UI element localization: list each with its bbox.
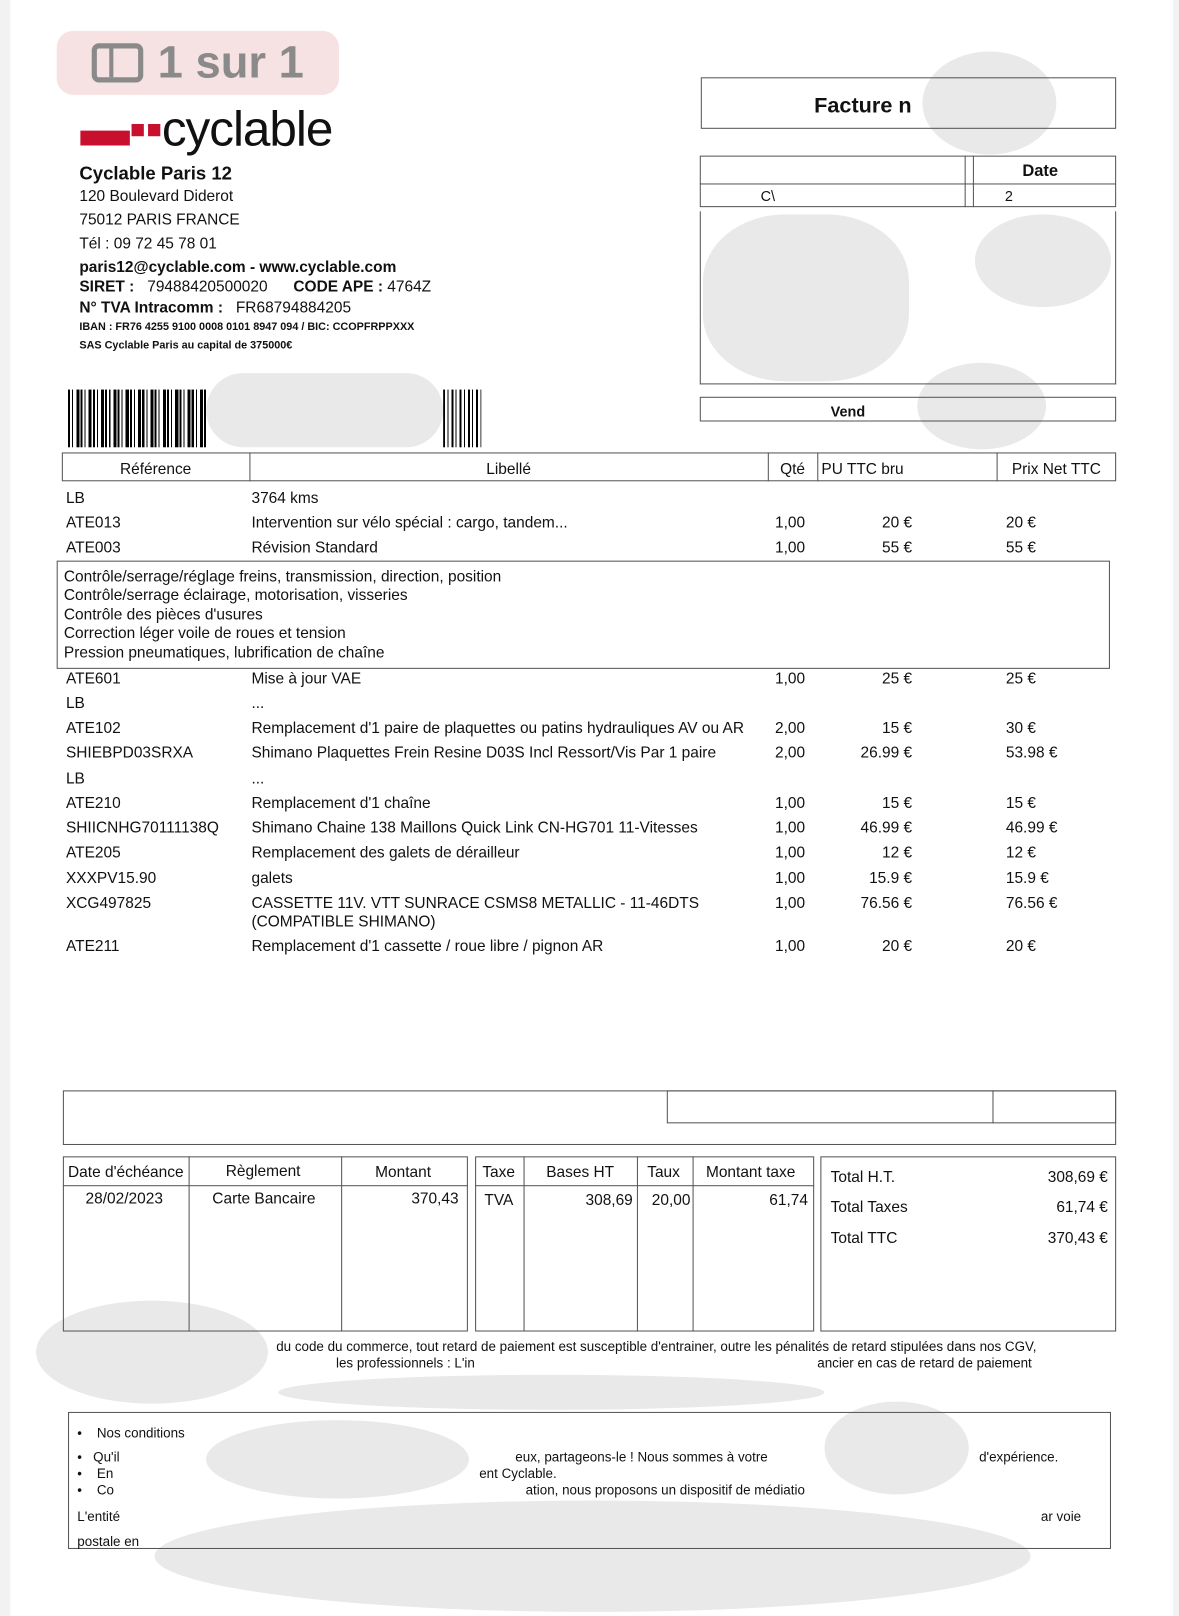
table-row [0,795,1163,820]
item-unit-price: 46.99 € [860,819,913,837]
footer-text: L'entité [77,1508,121,1525]
divider [524,1156,525,1331]
table-row [0,695,1163,720]
page-indicator[interactable] [57,31,339,95]
client-code: C\ [760,187,776,205]
item-net-price: 15 € [1005,794,1036,813]
client-address-box [700,211,1116,384]
item-label: Révision Standard [251,539,378,557]
company-iban: IBAN : FR76 4255 9100 0008 0101 8947 094 / BIC: CCOPFRPPXXX [79,320,415,333]
item-reference: XXXPV15.90 [65,869,157,888]
header-amount: Montant [375,1163,432,1182]
item-net-price: 25 € [1005,669,1036,688]
header-unit-price: PU TTC bru [821,460,904,479]
divider [341,1156,342,1331]
header-payment-method: Règlement [225,1162,301,1181]
item-qty: 1,00 [775,514,806,532]
item-net-price: 55 € [1005,539,1036,557]
company-capital: SAS Cyclable Paris au capital de 375000€ [79,339,293,352]
date-label: Date [1022,162,1059,181]
legal-line-1: du code du commerce, tout retard de paiement est susceptible d'entrainer, outre les pénalités de retard stipulées dans nos CGV, [276,1338,1037,1355]
item-label: ... [251,769,265,788]
footer-text: postale en [77,1533,140,1549]
item-reference: SHIEBPD03SRXA [65,744,194,762]
header-due-date: Date d'échéance [68,1163,184,1182]
revision-detail-line: Pression pneumatiques, lubrification de chaîne [63,643,385,662]
item-net-price: 53.98 € [1005,744,1058,762]
header-rate: Taux [647,1163,680,1182]
item-label: Remplacement des galets de dérailleur [251,844,520,862]
item-unit-price: 76.56 € [860,894,913,913]
divider [817,452,818,481]
footer-text: Nos conditions [96,1425,185,1441]
header-reference: Référence [119,460,192,479]
tva-value: FR68794884205 [235,298,352,317]
footer-box [68,1412,1111,1549]
vendor-label: Vend [830,402,866,420]
item-label: 3764 kms [251,489,319,508]
header-tax: Taxe [482,1163,515,1182]
item-unit-price: 20 € [881,937,913,956]
redaction [278,1375,824,1410]
footer-text: eux, partageons-le ! Nous sommes à votre [515,1449,768,1465]
table-row [0,514,1163,539]
revision-detail-line: Correction léger voile de roues et tension [63,624,346,643]
total-ttc-label: Total TTC [830,1229,898,1248]
item-reference: XCG497825 [65,894,152,913]
barcode-end [443,390,481,448]
tva-label: N° TVA Intracomm : [79,298,223,317]
siret-label: SIRET : [79,278,135,296]
item-unit-price: 20 € [881,514,913,532]
ape-label: CODE APE : [293,278,383,296]
table-row [0,744,1163,769]
divider [965,156,966,208]
footer-bullet-1: • Nos conditions [77,1425,185,1441]
payment-amount: 370,43 [411,1190,459,1208]
item-reference: ATE211 [65,937,120,956]
table-row [0,870,1163,895]
logo-mark: ▬▪▪ [80,102,162,157]
invoice-date: 2 [1004,187,1013,205]
due-date: 28/02/2023 [85,1190,163,1208]
divider [700,183,1116,184]
logo-text: cyclable [161,102,333,157]
item-qty: 1,00 [775,844,806,862]
footer-text: ar voie [1040,1508,1082,1525]
item-qty: 1,00 [775,937,806,956]
payment-box [63,1156,468,1331]
item-net-price: 20 € [1005,937,1036,956]
header-label: Libellé [486,460,531,479]
item-reference: ATE601 [65,669,121,688]
siret-value: 79488420500020 [147,278,268,296]
divider [992,1090,993,1123]
table-row [0,938,1163,963]
revision-detail-line: Contrôle des pièces d'usures [63,605,263,624]
item-net-price: 15.9 € [1005,869,1049,888]
company-tva [79,299,351,317]
item-unit-price: 15 € [881,794,913,813]
item-reference: ATE003 [65,539,121,557]
item-unit-price: 25 € [881,669,913,688]
item-label: Remplacement d'1 chaîne [251,794,431,813]
company-address: 120 Boulevard Diderot [79,187,234,206]
item-qty: 2,00 [775,744,806,762]
company-city: 75012 PARIS FRANCE [79,211,240,229]
item-unit-price: 15 € [881,719,913,737]
tax-base: 308,69 [585,1191,633,1209]
total-ht-value: 308,69 € [1047,1168,1108,1187]
tax-name: TVA [484,1191,514,1209]
redaction [206,373,443,447]
item-reference: LB [65,769,85,788]
notes-subbox [667,1090,1116,1123]
divider [973,156,974,208]
item-label: Intervention sur vélo spécial : cargo, tandem... [251,514,568,532]
header-net-price: Prix Net TTC [1011,460,1101,479]
table-row [0,894,1163,931]
barcode [68,390,206,448]
footer-bullet-3: • En [77,1465,114,1481]
company-name: Cyclable Paris 12 [79,162,232,184]
item-label: Shimano Plaquettes Frein Resine D03S Incl Ressort/Vis Par 1 paire [251,744,717,762]
table-row [0,670,1163,695]
item-qty: 1,00 [775,539,806,557]
item-qty: 1,00 [775,819,806,837]
legal-line-2a: les professionnels : L'in [335,1355,475,1371]
item-unit-price: 26.99 € [860,744,913,762]
item-label: Remplacement d'1 cassette / roue libre / pignon AR [251,937,604,956]
table-row [0,490,1163,515]
page-indicator-text: 1 sur 1 [157,37,304,88]
item-qty: 1,00 [775,869,806,888]
ape-value: 4764Z [387,278,432,296]
revision-detail-line: Contrôle/serrage éclairage, motorisation, visseries [63,586,408,605]
item-qty: 1,00 [775,669,806,688]
divider [475,1185,814,1186]
total-ht-label: Total H.T. [830,1168,896,1187]
footer-text: ation, nous proposons un dispositif de médiatio [525,1482,805,1498]
item-qty: 1,00 [775,794,806,813]
item-net-price: 30 € [1005,719,1036,737]
item-reference: LB [65,489,85,508]
total-taxes-label: Total Taxes [830,1198,908,1217]
footer-bullet-4: • Co [77,1482,115,1498]
revision-detail-line: Contrôle/serrage/réglage freins, transmission, direction, position [63,567,502,586]
revision-details [57,561,1110,669]
item-unit-price: 15.9 € [869,869,913,888]
item-label: ... [251,694,265,713]
header-base: Bases HT [546,1163,615,1182]
footer-text: Co [96,1482,115,1498]
item-net-price: 20 € [1005,514,1036,532]
table-row [0,844,1163,869]
item-qty: 1,00 [775,894,806,913]
tax-amount: 61,74 [769,1191,808,1209]
company-siret [79,278,431,296]
invoice-title: Facture n [814,93,912,118]
total-ttc-value: 370,43 € [1047,1229,1108,1248]
item-unit-price: 12 € [881,844,913,862]
divider [637,1156,638,1331]
item-label: galets [251,869,293,888]
item-label: Shimano Chaine 138 Maillons Quick Link CN-HG701 11-Vitesses [251,819,698,837]
tax-box [475,1156,814,1331]
item-reference: ATE013 [65,514,121,532]
table-row [0,719,1163,744]
company-phone: Tél : 09 72 45 78 01 [79,234,217,253]
item-reference: ATE210 [65,794,121,813]
item-net-price: 46.99 € [1005,819,1058,837]
item-net-price: 12 € [1005,844,1036,862]
footer-text: ent Cyclable. [479,1465,557,1481]
item-label: CASSETTE 11V. VTT SUNRACE CSMS8 METALLIC - 11-46DTS (COMPATIBLE SHIMANO) [251,894,700,931]
header-qty: Qté [780,460,805,479]
item-reference: SHIICNHG70111138Q [65,819,219,837]
item-unit-price: 55 € [881,539,913,557]
tax-rate: 20,00 [651,1191,691,1209]
footer-text: En [96,1465,114,1481]
footer-text: Qu'il [93,1449,120,1465]
footer-bullet-2: • Qu'il [77,1449,120,1465]
payment-method: Carte Bancaire [212,1190,316,1208]
item-net-price: 76.56 € [1005,894,1058,913]
cyclable-logo [80,103,332,157]
item-reference: ATE205 [65,844,121,862]
footer-text: d'expérience. [979,1449,1059,1465]
divider [189,1156,190,1331]
table-row [0,819,1163,844]
item-qty: 2,00 [775,719,806,737]
item-reference: ATE102 [65,719,121,737]
legal-line-2b: ancier en cas de retard de paiement [817,1355,1032,1371]
vendor-box [700,397,1116,422]
total-taxes-value: 61,74 € [1056,1198,1108,1217]
table-row [0,770,1163,795]
sidebar-icon [92,43,144,82]
item-reference: LB [65,694,85,713]
company-web: paris12@cyclable.com - www.cyclable.com [79,258,397,277]
header-tax-amount: Montant taxe [705,1163,796,1182]
item-label: Mise à jour VAE [251,669,362,688]
divider [63,1185,468,1186]
divider [693,1156,694,1331]
item-label: Remplacement d'1 paire de plaquettes ou patins hydrauliques AV ou AR [251,719,744,737]
